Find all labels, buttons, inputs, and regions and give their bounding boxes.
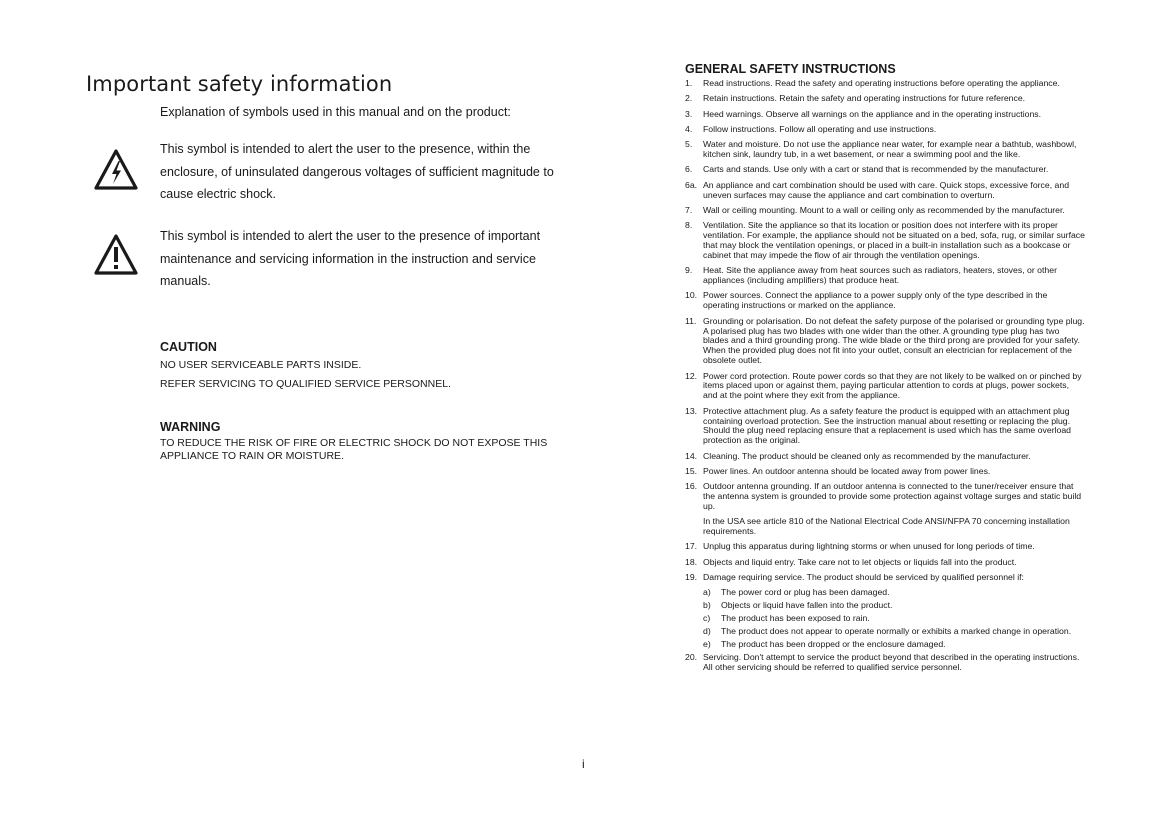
instruction-number: 1. — [685, 78, 693, 88]
maintenance-symbol-text: This symbol is intended to alert the user to the presence of important maintenance and servicing information in the instruction and service manuals. — [160, 229, 541, 288]
sub-item-letter: b) — [703, 600, 711, 611]
sub-item — [685, 627, 1085, 637]
instruction-text: Retain instructions. Retain the safety and operating instructions for future reference. — [703, 93, 1026, 104]
instruction-item — [685, 181, 1085, 201]
page-title: Important safety information — [86, 72, 393, 97]
instruction-item — [685, 407, 1085, 447]
instruction-text: Protective attachment plug. As a safety feature the product is equipped with an attachment plug containing overload protection. See the instruction manual about resetting or replacing the plug. Should the plug need replacing ensure that a replacement is used which has the same overload protection as the original. — [703, 405, 1072, 446]
sub-item-letter: d) — [703, 626, 711, 637]
symbols-intro: Explanation of symbols used in this manual and on the product: — [160, 105, 511, 119]
instruction-text: Follow instructions. Follow all operating and use instructions. — [703, 123, 937, 134]
instruction-item — [685, 452, 1085, 462]
instruction-item — [685, 165, 1085, 175]
instruction-number: 15. — [685, 465, 698, 476]
instruction-item — [685, 482, 1085, 512]
caution-line: REFER SERVICING TO QUALIFIED SERVICE PERSONNEL. — [160, 378, 451, 390]
instruction-number: 5. — [685, 139, 693, 150]
instruction-item — [685, 221, 1085, 261]
instruction-item — [685, 94, 1085, 104]
instruction-number: 8. — [685, 220, 693, 231]
instruction-text: Objects and liquid entry. Take care not to let objects or liquids fall into the product. — [703, 556, 1017, 567]
warning-text: TO REDUCE THE RISK OF FIRE OR ELECTRIC SHOCK DO NOT EXPOSE THIS APPLIANCE TO RAIN OR MOISTURE. — [160, 437, 548, 462]
instruction-item — [685, 266, 1085, 286]
instruction-text: Servicing. Don't attempt to service the product beyond that described in the operating instructions. All other servicing should be referred to qualified service personnel. — [703, 652, 1080, 673]
caution-heading: CAUTION — [160, 340, 217, 354]
instruction-item — [685, 206, 1085, 216]
general-safety-instructions — [685, 62, 1085, 678]
instruction-number: 6a. — [685, 179, 698, 190]
instruction-number: 20. — [685, 652, 698, 663]
instruction-text: Damage requiring service. The product should be serviced by qualified personnel if: — [703, 571, 1024, 582]
instruction-number: 3. — [685, 108, 693, 119]
instruction-text: Power sources. Connect the appliance to a power supply only of the type described in the operating instructions or marked on the appliance. — [703, 290, 1048, 311]
instruction-item — [685, 573, 1085, 583]
instruction-text: Heed warnings. Observe all warnings on the appliance and in the operating instructions. — [703, 108, 1042, 119]
instruction-list — [685, 79, 1085, 673]
instruction-text: Grounding or polarisation. Do not defeat the safety purpose of the polarised or grounding type plug. A polarised plug has two blades with one wider than the other. A grounding type plug has two blades and a third grounding prong. The wide blade or the third prong are provided for your safety. When the provided plug does not fit into your outlet, consult an electrician for replacement of the obsolete outlet. — [703, 315, 1085, 366]
instruction-item — [685, 291, 1085, 311]
sub-item-letter: e) — [703, 639, 711, 650]
page-number: i — [582, 757, 585, 771]
instruction-text: Outdoor antenna grounding. If an outdoor antenna is connected to the tuner/receiver ensure that the antenna system is grounded to provide some protection against voltage surges and static build up. — [703, 481, 1082, 512]
instruction-number: 6. — [685, 164, 693, 175]
sub-item — [685, 601, 1085, 611]
instruction-text: Heat. Site the appliance away from heat sources such as radiators, heaters, stoves, or other appliances (including amplifiers) that produce heat. — [703, 265, 1057, 286]
instruction-item — [685, 110, 1085, 120]
instruction-item — [685, 542, 1085, 552]
instruction-text: Cleaning. The product should be cleaned only as recommended by the manufacturer. — [703, 450, 1031, 461]
instruction-number: 10. — [685, 290, 698, 301]
electric-shock-symbol-text: This symbol is intended to alert the user to the presence, within the enclosure, of uninsulated dangerous voltages of sufficient magnitude to cause electric shock. — [160, 142, 554, 201]
instruction-item — [685, 79, 1085, 89]
instruction-number: 4. — [685, 123, 693, 134]
instruction-text: Unplug this apparatus during lightning storms or when unused for long periods of time. — [703, 541, 1035, 552]
instruction-number: 11. — [685, 315, 697, 326]
instruction-item — [685, 317, 1085, 367]
instruction-number: 2. — [685, 93, 693, 104]
instruction-number: 18. — [685, 556, 698, 567]
sub-item-text: The product has been exposed to rain. — [721, 613, 870, 624]
instruction-text: Wall or ceiling mounting. Mount to a wall or ceiling only as recommended by the manufacturer. — [703, 204, 1065, 215]
sub-item-text: The power cord or plug has been damaged. — [721, 587, 890, 598]
sub-item-letter: c) — [703, 613, 711, 624]
general-safety-heading: GENERAL SAFETY INSTRUCTIONS — [685, 62, 896, 76]
instruction-number: 9. — [685, 265, 693, 276]
instruction-item — [685, 467, 1085, 477]
instruction-number: 13. — [685, 405, 698, 416]
instruction-number: 14. — [685, 450, 698, 461]
instruction-text: Carts and stands. Use only with a cart or stand that is recommended by the manufacturer. — [703, 164, 1049, 175]
sub-item-text: The product does not appear to operate normally or exhibits a marked change in operation. — [721, 626, 1072, 637]
instruction-item — [685, 125, 1085, 135]
sub-item-text: Objects or liquid have fallen into the product. — [721, 600, 893, 611]
caution-line: NO USER SERVICEABLE PARTS INSIDE. — [160, 359, 362, 371]
sub-item-letter: a) — [703, 587, 711, 598]
instruction-text: Power cord protection. Route power cords so that they are not likely to be walked on or pinched by items placed upon or against them, paying particular attention to cords at plugs, power sockets, and at the point where they exit from the appliance. — [703, 370, 1082, 401]
instruction-number: 12. — [685, 370, 698, 381]
instruction-text: Power lines. An outdoor antenna should be located away from power lines. — [703, 465, 991, 476]
instruction-note: In the USA see article 810 of the National Electrical Code ANSI/NFPA 70 concerning installation requirements. — [703, 516, 1070, 537]
instruction-text: An appliance and cart combination should be used with care. Quick stops, excessive force, and uneven surfaces may cause the appliance and cart combination to overturn. — [703, 179, 1070, 200]
instruction-text: Water and moisture. Do not use the appliance near water, for example near a bathtub, washbowl, kitchen sink, laundry tub, in a wet basement, or near a swimming pool and the like. — [703, 139, 1077, 160]
instruction-item — [685, 140, 1085, 160]
exclamation-warning-icon — [93, 233, 139, 277]
instruction-number: 17. — [685, 541, 698, 552]
instruction-number: 19. — [685, 571, 698, 582]
warning-heading: WARNING — [160, 420, 221, 434]
instruction-item — [685, 558, 1085, 568]
instruction-number: 7. — [685, 204, 693, 215]
instruction-item — [685, 372, 1085, 402]
sub-item — [685, 640, 1085, 650]
lightning-warning-icon — [93, 148, 139, 192]
instruction-number: 16. — [685, 481, 698, 492]
sub-item — [685, 614, 1085, 624]
instruction-item — [685, 653, 1085, 673]
sub-item — [685, 588, 1085, 598]
sub-item-text: The product has been dropped or the enclosure damaged. — [721, 639, 946, 650]
instruction-text: Ventilation. Site the appliance so that its location or position does not interfere with its proper ventilation. For example, the appliance should not be situated on a bed, sofa, rug, or similar surface that may block the ventilation openings, or placed in a built-in installation such as a bookcase or cabinet that may impede the flow of air through the ventilation openings. — [703, 220, 1085, 260]
instruction-text: Read instructions. Read the safety and operating instructions before operating the appliance. — [703, 78, 1060, 88]
